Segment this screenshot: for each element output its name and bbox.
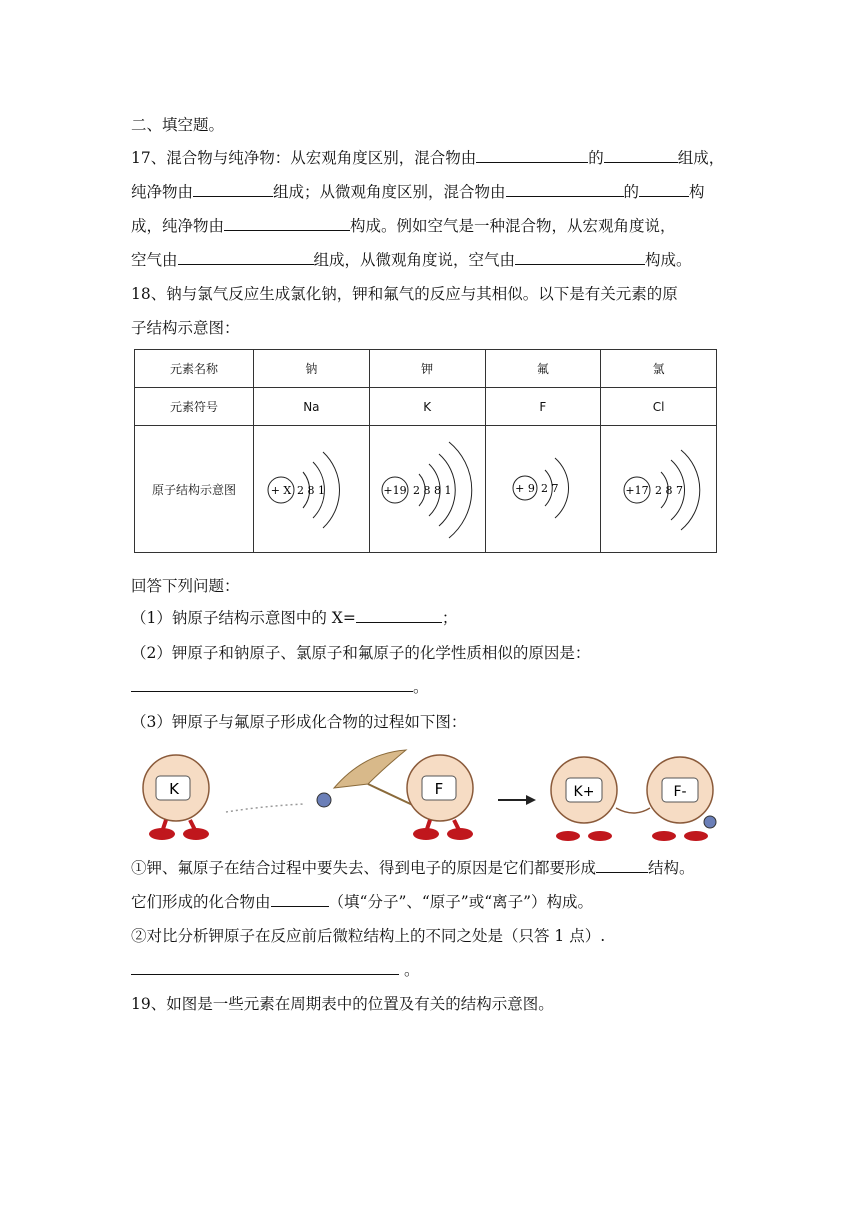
f-label: F: [434, 780, 444, 798]
nucleus-label: + X: [271, 483, 292, 497]
k-ion-character: [551, 757, 617, 841]
atom-diagram-f: [485, 426, 601, 553]
section-title: 二、填空题。: [131, 116, 225, 134]
blank[interactable]: [131, 677, 413, 692]
row-label: 元素符号: [135, 388, 254, 426]
part-1: （1）钠原子结构示意图中的 X= ；: [131, 609, 458, 627]
q18-line-2: 子结构示意图：: [131, 319, 240, 337]
cell-name: 氯: [601, 350, 717, 388]
shell-electrons: 2 8 8 1: [413, 483, 452, 497]
cell-symbol: F: [485, 388, 601, 426]
part-3-q1: ①钾、氟原子在结合过程中要失去、得到电子的原因是它们都要形成 结构。: [131, 859, 695, 877]
answer-intro: 回答下列问题：: [131, 577, 240, 595]
k-label: K: [169, 780, 179, 798]
blank[interactable]: [271, 892, 329, 907]
shell-electrons: 2 8 1: [297, 483, 326, 497]
blank[interactable]: [178, 250, 314, 265]
blank[interactable]: [476, 148, 588, 163]
part-2: （2）钾原子和钠原子、氯原子和氟原子的化学性质相似的原因是：: [131, 644, 591, 662]
cell-name: 钠: [254, 350, 370, 388]
shell-electrons: 2 8 7: [654, 483, 683, 497]
blank[interactable]: [131, 960, 399, 975]
nucleus-label: +19: [383, 483, 407, 497]
cell-symbol: Na: [254, 388, 370, 426]
f-ion-character: [647, 757, 716, 841]
blank[interactable]: [515, 250, 645, 265]
arrow-icon: [498, 795, 536, 805]
q17-line-2: 纯净物由 组成；从微观角度区别，混合物由 的 构: [131, 183, 705, 201]
row-label: 原子结构示意图: [135, 426, 254, 553]
table-row: [135, 388, 717, 426]
f-ion-label: F-: [673, 784, 687, 800]
atom-diagram-cl: [601, 426, 717, 553]
table-row: [135, 350, 717, 388]
cell-name: 氟: [485, 350, 601, 388]
part-3-q1-line-2: 它们形成的化合物由 （填“分子”、“原子”或“离子”）构成。: [131, 893, 594, 911]
q17-line-4: 空气由 组成，从微观角度说，空气由 构成。: [131, 251, 692, 269]
k-atom-character: [143, 755, 209, 840]
element-table: [134, 349, 717, 553]
cell-symbol: K: [369, 388, 485, 426]
part-2-answer: 。: [131, 675, 429, 697]
part-3-q2: ②对比分析钾原子在反应前后微粒结构上的不同之处是（只答 1 点）.: [131, 927, 606, 945]
blank[interactable]: [604, 148, 678, 163]
shell-electrons: 2 7: [540, 481, 559, 495]
cell-symbol: Cl: [601, 388, 717, 426]
blank[interactable]: [193, 182, 273, 197]
nucleus-label: + 9: [515, 481, 535, 495]
blank[interactable]: [506, 182, 624, 197]
atom-diagram-k: [369, 426, 485, 553]
q18-line-1: 18、钠与氯气反应生成氯化钠，钾和氟气的反应与其相似。以下是有关元素的原: [131, 285, 678, 303]
blank[interactable]: [596, 858, 648, 873]
ion-formation-cartoon: [134, 748, 724, 844]
f-atom-character: [334, 750, 473, 840]
q17-line-1: 17、混合物与纯净物：从宏观角度区别，混合物由 的 组成，: [131, 149, 725, 167]
row-label: 元素名称: [135, 350, 254, 388]
part-3: （3）钾原子与氟原子形成化合物的过程如下图：: [131, 713, 467, 731]
q19-line-1: 19、如图是一些元素在周期表中的位置及有关的结构示意图。: [131, 995, 554, 1013]
blank[interactable]: [639, 182, 689, 197]
table-row: [135, 426, 717, 553]
cell-name: 钾: [369, 350, 485, 388]
q17-line-3: 成，纯净物由 构成。例如空气是一种混合物，从宏观角度说，: [131, 217, 676, 235]
blank[interactable]: [224, 216, 350, 231]
atom-diagram-na: [254, 426, 370, 553]
k-ion-label: K+: [573, 784, 595, 800]
nucleus-label: +17: [625, 483, 649, 497]
part-3-q2-answer: 。: [131, 958, 419, 980]
blank[interactable]: [356, 608, 442, 623]
